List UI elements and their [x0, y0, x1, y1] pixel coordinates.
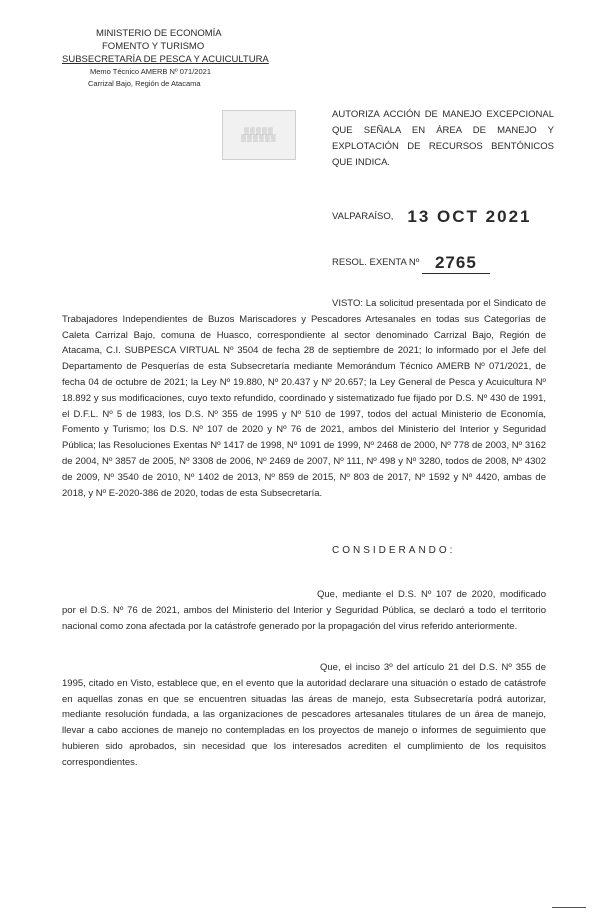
resol-label: RESOL. EXENTA Nº: [332, 257, 420, 268]
resolution-subject: AUTORIZA ACCIÓN DE MANEJO EXCEPCIONAL QUE SEÑALA EN ÁREA DE MANEJO Y EXPLOTACIÓN DE RECURSOS BENTÓNICOS QUE INDICA.: [332, 109, 554, 168]
considerando-heading: CONSIDERANDO:: [332, 545, 456, 556]
resolution-date: 13 OCT 2021: [407, 207, 532, 226]
faded-stamp: ▒▒▒▒▒ ▒▒▒▒▒▒: [222, 110, 296, 160]
considerando-paragraph-2: Que, el inciso 3º del artículo 21 del D.S. Nº 355 de 1995, citado en Visto, establece que, en el evento que la autoridad declarare una situación o estado de catástrofe en aquellas zonas en que se encuentren situadas las áreas de manejo, esta Subsecretaría podrá autorizar, mediante resolución fundada, a las organizaciones de pescadores artesanales titulares de un área de manejo, llevar a cabo acciones de manejo no contempladas en los proyectos de manejo o informes de seguimiento que hubieren sido aprobados, sin necesidad que los interesados acrediten el cumplimiento de los requisitos correspondientes.: [62, 662, 546, 768]
ministry-line-2: FOMENTO Y TURISMO: [102, 41, 205, 52]
memo-reference: Memo Técnico AMERB Nº 071/2021: [90, 67, 211, 76]
location-reference: Carrizal Bajo, Región de Atacama: [88, 79, 201, 88]
resolution-number-line: [332, 250, 490, 271]
ministry-line-1: MINISTERIO DE ECONOMÍA: [96, 28, 222, 39]
place-label: VALPARAÍSO,: [332, 211, 394, 222]
visto-paragraph: VISTO: La solicitud presentada por el Sindicato de Trabajadores Independientes de Buzos Mariscadores y Pescadores Artesanales en todas sus Categorías de Caleta Carrizal Bajo, comuna de Huasco, correspondiente al sector denominado Carrizal Bajo, Región de Atacama, C.I. SUBPESCA VIRTUAL Nº 3504 de fecha 28 de septiembre de 2021; lo informado por el Jefe del Departamento de Pesquerías de esta Subsecretaría mediante Memorándum Técnico AMERB Nº 071/2021, de fecha 04 de octubre de 2021; la Ley Nº 19.880, Nº 20.437 y Nº 20.657; la Ley General de Pesca y Acuicultura Nº 18.892 y sus modificaciones, cuyo texto refundido, coordinado y sistematizado fue fijado por D.S. Nº 430 de 1991, el D.F.L. Nº 5 de 1983, los D.S. Nº 355 de 1995 y Nº 510 de 1997, todos del actual Ministerio de Economía, Fomento y Turismo; los D.S. Nº 107 de 2020 y Nº 76 de 2021, ambos del Ministerio del Interior y Seguridad Pública; las Resoluciones Exentas Nº 1417 de 1998, Nº 1091 de 1999, Nº 2468 de 2000, Nº 778 de 2003, Nº 3162 de 2004, Nº 3857 de 2005, Nº 3308 de 2006, Nº 2469 de 2007, Nº 111, Nº 498 y Nº 3280, todos de 2008, Nº 4302 de 2009, Nº 3540 de 2010, Nº 1402 de 2013, Nº 859 de 2015, Nº 803 de 2017, Nº 1592 y Nº 4420, ambas de 2018, y Nº E-2020-386 de 2020, todas de esta Subsecretaría.: [62, 298, 546, 499]
subsecretaria-line: SUBSECRETARÍA DE PESCA Y ACUICULTURA: [62, 54, 269, 65]
place-date-line: [332, 204, 531, 224]
footer-mark: [552, 907, 586, 908]
resol-number: 2765: [422, 253, 490, 274]
letterhead: [62, 27, 269, 90]
considerando-paragraph-1: Que, mediante el D.S. Nº 107 de 2020, modificado por el D.S. Nº 76 de 2021, ambos del Ministerio del Interior y Seguridad Pública, se declaró a todo el territorio nacional como zona afectada por la catástrofe generado por la propagación del virus referido anteriormente.: [62, 589, 546, 632]
